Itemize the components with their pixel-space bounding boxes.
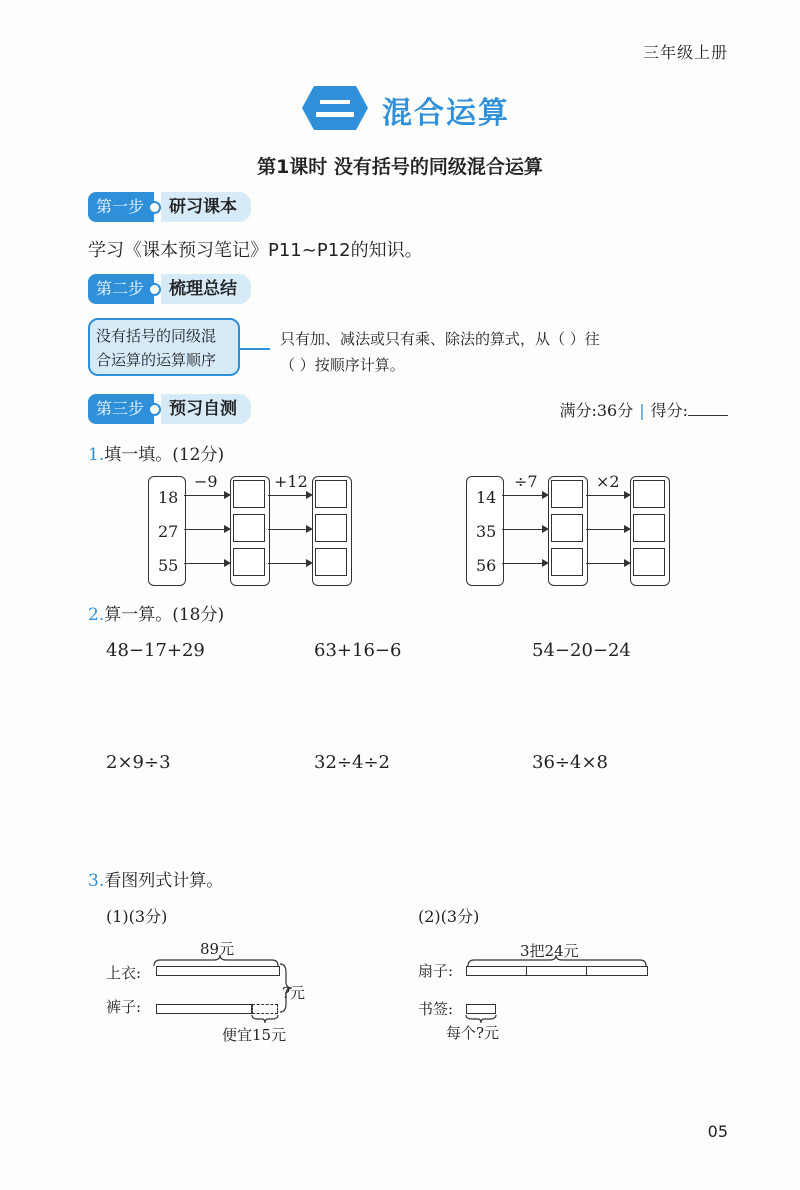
- bar-divider: [526, 966, 527, 976]
- arrow-head-icon: [306, 491, 313, 499]
- expression: 2×9÷3: [106, 752, 171, 773]
- fan-bar: [466, 966, 648, 976]
- rule-text: [280, 326, 600, 378]
- expression: 36÷4×8: [532, 752, 608, 773]
- q3-part1-label: (1)(3分): [106, 907, 168, 926]
- start-number: 35: [476, 522, 497, 541]
- question-price-label: ?元: [282, 984, 306, 1002]
- arrow: [502, 495, 543, 496]
- step-dot-icon: [148, 283, 161, 296]
- lesson-title: 第1课时 没有括号的同级混合运算: [257, 156, 543, 178]
- answer-box[interactable]: [633, 514, 665, 542]
- total-fans-label: 3把24元: [520, 942, 579, 960]
- arrow-head-icon: [306, 559, 313, 567]
- step3-name: 预习自测: [161, 394, 251, 424]
- arrow: [268, 495, 307, 496]
- expression: 54−20−24: [532, 640, 631, 661]
- answer-box[interactable]: [551, 514, 583, 542]
- arrow: [268, 529, 307, 530]
- rule-topic-box: [88, 318, 240, 376]
- rule-topic-line1: 没有括号的同级混: [96, 327, 217, 345]
- step2-tag: 第二步: [88, 274, 154, 304]
- start-number: 14: [476, 488, 497, 507]
- dashed-difference: [252, 1004, 278, 1014]
- answer-box[interactable]: [633, 480, 665, 508]
- arrow-head-icon: [542, 491, 549, 499]
- start-number: 55: [158, 556, 179, 575]
- study-instruction: 学习《课本预习笔记》P11~P12的知识。: [88, 240, 423, 261]
- answer-box[interactable]: [233, 548, 265, 576]
- total-price-label: 89元: [200, 940, 235, 958]
- expression: 63+16−6: [314, 640, 402, 661]
- q1-title: [88, 440, 224, 465]
- arrow: [586, 495, 625, 496]
- step1-header: [88, 192, 251, 222]
- arrow: [184, 495, 225, 496]
- answer-box[interactable]: [233, 480, 265, 508]
- score-blank[interactable]: [688, 415, 728, 416]
- item-label-pants: 裤子:: [106, 998, 142, 1016]
- arrow-head-icon: [624, 491, 631, 499]
- bookmark-bar: [466, 1004, 496, 1014]
- arrow: [502, 529, 543, 530]
- operation-label: −9: [194, 472, 218, 491]
- q3-number: 3.: [88, 871, 105, 891]
- answer-box[interactable]: [551, 548, 583, 576]
- step-dot-icon: [148, 201, 161, 214]
- answer-box[interactable]: [633, 548, 665, 576]
- q3-text: 看图列式计算。: [104, 871, 224, 891]
- item-label-fan: 扇子:: [418, 962, 454, 980]
- arrow-head-icon: [542, 559, 549, 567]
- q3-title: [88, 866, 223, 891]
- answer-box[interactable]: [315, 514, 347, 542]
- bottom-brace: [250, 1014, 280, 1024]
- arrow: [586, 563, 625, 564]
- q2-text: 算一算。(18分): [104, 605, 225, 625]
- step2-header: [88, 274, 251, 304]
- answer-box[interactable]: [233, 514, 265, 542]
- page-number: 05: [707, 1122, 728, 1141]
- arrow-head-icon: [224, 525, 231, 533]
- arrow-head-icon: [542, 525, 549, 533]
- q3-part2-label: (2)(3分): [418, 907, 480, 926]
- full-score: 满分:36分: [559, 401, 634, 420]
- cheaper-label: 便宜15元: [222, 1026, 287, 1044]
- step-dot-icon: [148, 403, 161, 416]
- step2-name: 梳理总结: [161, 274, 251, 304]
- score-label: 得分:: [650, 401, 688, 420]
- arrow-head-icon: [624, 525, 631, 533]
- bar-divider: [586, 966, 587, 976]
- item-label-bookmark: 书签:: [418, 1000, 454, 1018]
- answer-box[interactable]: [315, 548, 347, 576]
- start-number: 56: [476, 556, 497, 575]
- arrow: [586, 529, 625, 530]
- connector-line: [240, 348, 270, 350]
- arrow-head-icon: [306, 525, 313, 533]
- start-number: 27: [158, 522, 179, 541]
- rule-text-line1: 只有加、减法或只有乘、除法的算式，从（ ）往: [280, 330, 600, 348]
- arrow-head-icon: [224, 491, 231, 499]
- shirt-bar: [156, 966, 280, 976]
- operation-label: +12: [274, 472, 308, 491]
- chapter-title: 混合运算: [382, 96, 510, 131]
- expression: 32÷4÷2: [314, 752, 390, 773]
- rule-topic-line2: 合运算的运算顺序: [96, 351, 217, 369]
- q2-number: 2.: [88, 605, 105, 625]
- arrow-head-icon: [224, 559, 231, 567]
- answer-box[interactable]: [315, 480, 347, 508]
- step3-tag: 第三步: [88, 394, 154, 424]
- arrow: [184, 563, 225, 564]
- answer-box[interactable]: [551, 480, 583, 508]
- per-item-question: 每个?元: [446, 1024, 500, 1042]
- expression: 48−17+29: [106, 640, 205, 661]
- operation-label: ÷7: [514, 472, 538, 491]
- q2-title: [88, 600, 224, 625]
- chapter-number-badge: [300, 84, 370, 132]
- arrow: [268, 563, 307, 564]
- operation-label: ×2: [596, 472, 620, 491]
- divider: |: [639, 401, 645, 420]
- score-area: [559, 398, 728, 421]
- step3-header: [88, 394, 251, 424]
- grade-label: 三年级上册: [642, 43, 728, 62]
- item-label-shirt: 上衣:: [106, 964, 142, 982]
- arrow: [184, 529, 225, 530]
- pants-bar: [156, 1004, 252, 1014]
- q1-number: 1.: [88, 445, 105, 465]
- step1-name: 研习课本: [161, 192, 251, 222]
- rule-text-line2: （ ）按顺序计算。: [280, 356, 405, 374]
- arrow-head-icon: [624, 559, 631, 567]
- step1-tag: 第一步: [88, 192, 154, 222]
- arrow: [502, 563, 543, 564]
- q1-text: 填一填。(12分): [104, 445, 225, 465]
- start-number: 18: [158, 488, 179, 507]
